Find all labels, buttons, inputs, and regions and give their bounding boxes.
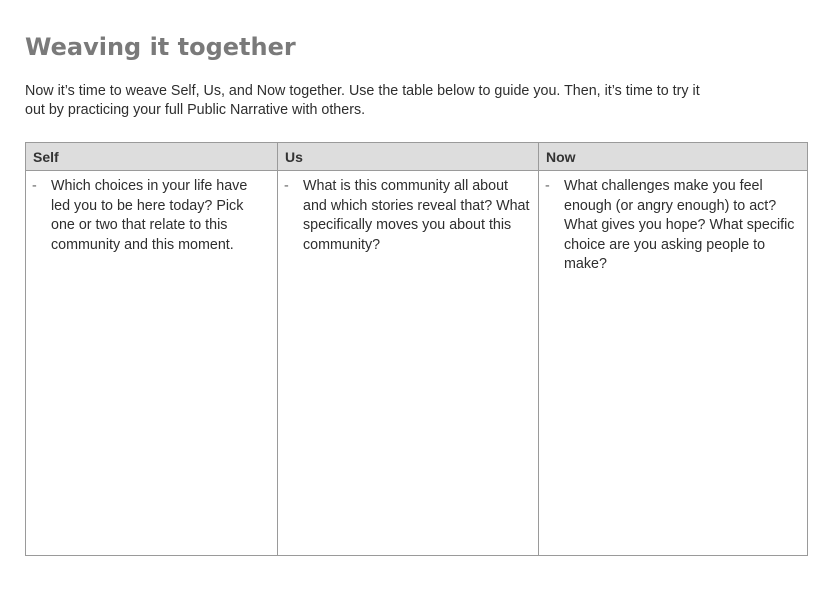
guide-table bbox=[25, 142, 808, 556]
list-item bbox=[545, 177, 799, 275]
column-header-now: Now bbox=[539, 143, 808, 171]
bullet: - bbox=[32, 178, 37, 194]
column-header-self: Self bbox=[26, 143, 278, 171]
table-header-row bbox=[26, 143, 808, 171]
bullet: - bbox=[284, 178, 289, 194]
prompt-text: Which choices in your life have led you to be here today? Pick one or two that relate to this community and this moment. bbox=[51, 178, 248, 253]
cell-now bbox=[539, 171, 808, 556]
cell-us bbox=[278, 171, 539, 556]
cell-self bbox=[26, 171, 278, 556]
prompt-text: What challenges make you feel enough (or angry enough) to act? What gives you hope? What specific choice are you asking people to make? bbox=[564, 178, 795, 272]
prompt-text: What is this community all about and which stories reveal that? What specifically moves you about this community? bbox=[303, 178, 530, 253]
list-item bbox=[32, 177, 269, 255]
bullet: - bbox=[545, 178, 550, 194]
page-title: Weaving it together bbox=[25, 33, 296, 61]
table-row bbox=[26, 171, 808, 556]
list-item bbox=[284, 177, 530, 255]
intro-text: Now it’s time to weave Self, Us, and Now together. Use the table below to guide you. Then, it’s time to try it out by practicing your full Public Narrative with others. bbox=[25, 83, 700, 118]
column-header-us: Us bbox=[278, 143, 539, 171]
